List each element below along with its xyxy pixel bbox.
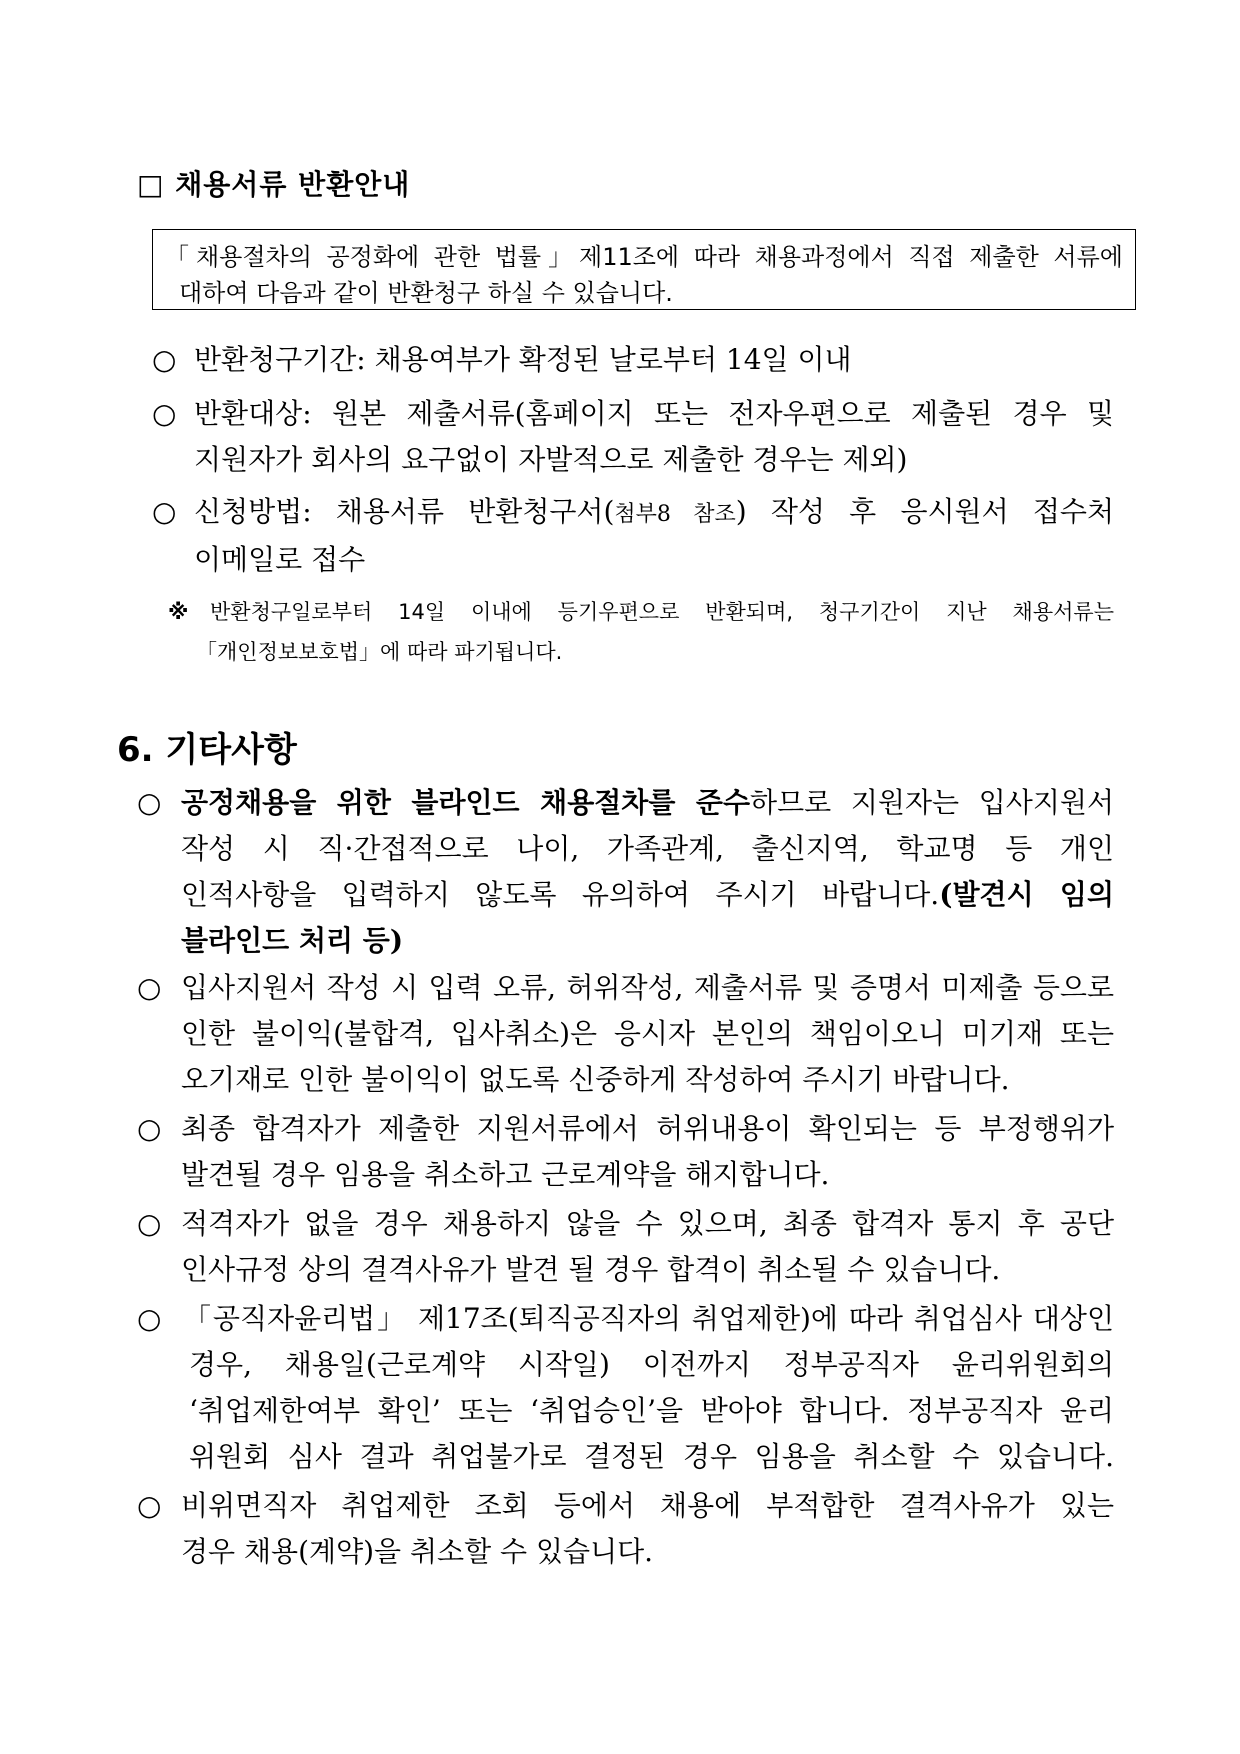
bullet-circle: ○ bbox=[152, 397, 177, 430]
return-target-line-2: 지원자가 회사의 요구없이 자발적으로 제출한 경우는 제외) bbox=[194, 443, 908, 476]
return-period-text: 반환청구기간: 채용여부가 확정된 날로부터 14일 이내 bbox=[194, 343, 852, 376]
return-notice-box bbox=[152, 229, 1136, 310]
notice-line-1: 「채용절차의 공정화에 관한 법률」제11조에 따라 채용과정에서 직접 제출한 서류에 bbox=[165, 243, 1123, 271]
bullet-circle: ○ bbox=[137, 1489, 162, 1522]
bullet-circle: ○ bbox=[137, 1112, 162, 1145]
attachment-ref: 첨부8 참조 bbox=[614, 502, 736, 527]
return-method-line-2: 이메일로 접수 bbox=[194, 543, 366, 576]
bullet-circle: ○ bbox=[137, 786, 162, 819]
return-target-item bbox=[152, 392, 1114, 478]
bullet-circle: ○ bbox=[152, 343, 177, 376]
note-mark: ※ bbox=[168, 600, 189, 624]
blind-hiring-emphasis: 공정채용을 위한 블라인드 채용절차를 준수 bbox=[181, 786, 751, 819]
return-target-line-1: ○ 반환대상: 원본 제출서류(홈페이지 또는 전자우편으로 제출된 경우 및 bbox=[152, 397, 1114, 430]
bullet-circle: ○ bbox=[137, 1207, 162, 1240]
return-note-line-2: 「개인정보보호법」에 따라 파기됩니다. bbox=[196, 640, 563, 664]
bullet-circle: ○ bbox=[137, 1302, 162, 1335]
misc-item-4: ○ 적격자가 없을 경우 채용하지 않을 수 있으며, 최종 합격자 통지 후 공단 인사규정 상의 결격사유가 발견 될 경우 합격이 취소될 수 있습니다. bbox=[137, 1201, 1114, 1293]
bullet-circle: ○ bbox=[152, 495, 177, 528]
return-period-item bbox=[152, 338, 1052, 378]
misc-item-5: ○ 「공직자윤리법」 제17조(퇴직공직자의 취업제한)에 따라 취업심사 대상인 경우, 채용일(근로계약 시작일) 이전까지 정부공직자 윤리위원회의 ‘취업제한여부 확인’ 또는 ‘취업승인’을 받아야 합니다. 정부공직자 윤리 위원회 심사 결과 취업불가로 결정된 경우 임용을 취소할 수 있습니다. bbox=[137, 1296, 1114, 1480]
misc-item-6: ○ 비위면직자 취업제한 조회 등에서 채용에 부적합한 결격사유가 있는 경우 채용(계약)을 취소할 수 있습니다. bbox=[137, 1483, 1114, 1575]
misc-section-title: 6. 기타사항 bbox=[117, 730, 297, 770]
misc-item-3: ○ 최종 합격자가 제출한 지원서류에서 허위내용이 확인되는 등 부정행위가 발견될 경우 임용을 취소하고 근로계약을 해지합니다. bbox=[137, 1106, 1114, 1198]
misc-item-2: ○ 입사지원서 작성 시 입력 오류, 허위작성, 제출서류 및 증명서 미제출 등으로 인한 불이익(불합격, 입사취소)은 응시자 본인의 책임이오니 미기재 또는 오기재로 인한 불이익이 없도록 신중하게 작성하여 주시기 바랍니다. bbox=[137, 965, 1114, 1103]
return-method-item bbox=[152, 490, 1114, 578]
return-method-line-1: ○ 신청방법: 채용서류 반환청구서(첨부8 참조) 작성 후 응시원서 접수처 bbox=[152, 495, 1114, 528]
misc-item-1: ○ 공정채용을 위한 블라인드 채용절차를 준수하므로 지원자는 입사지원서 작성 시 직·간접적으로 나이, 가족관계, 출신지역, 학교명 등 개인 인적사항을 입력하지 않도록 유의하여 주시기 바랍니다.(발견시 임의 블라인드 처리 등) bbox=[137, 780, 1114, 964]
return-note bbox=[168, 596, 1114, 666]
bullet-circle: ○ bbox=[137, 971, 162, 1004]
return-note-line-1: ※ 반환청구일로부터 14일 이내에 등기우편으로 반환되며, 청구기간이 지난 채용서류는 bbox=[168, 600, 1114, 624]
return-section-title: □ 채용서류 반환안내 bbox=[137, 168, 411, 201]
notice-line-2: 대하여 다음과 같이 반환청구 하실 수 있습니다. bbox=[179, 279, 673, 307]
